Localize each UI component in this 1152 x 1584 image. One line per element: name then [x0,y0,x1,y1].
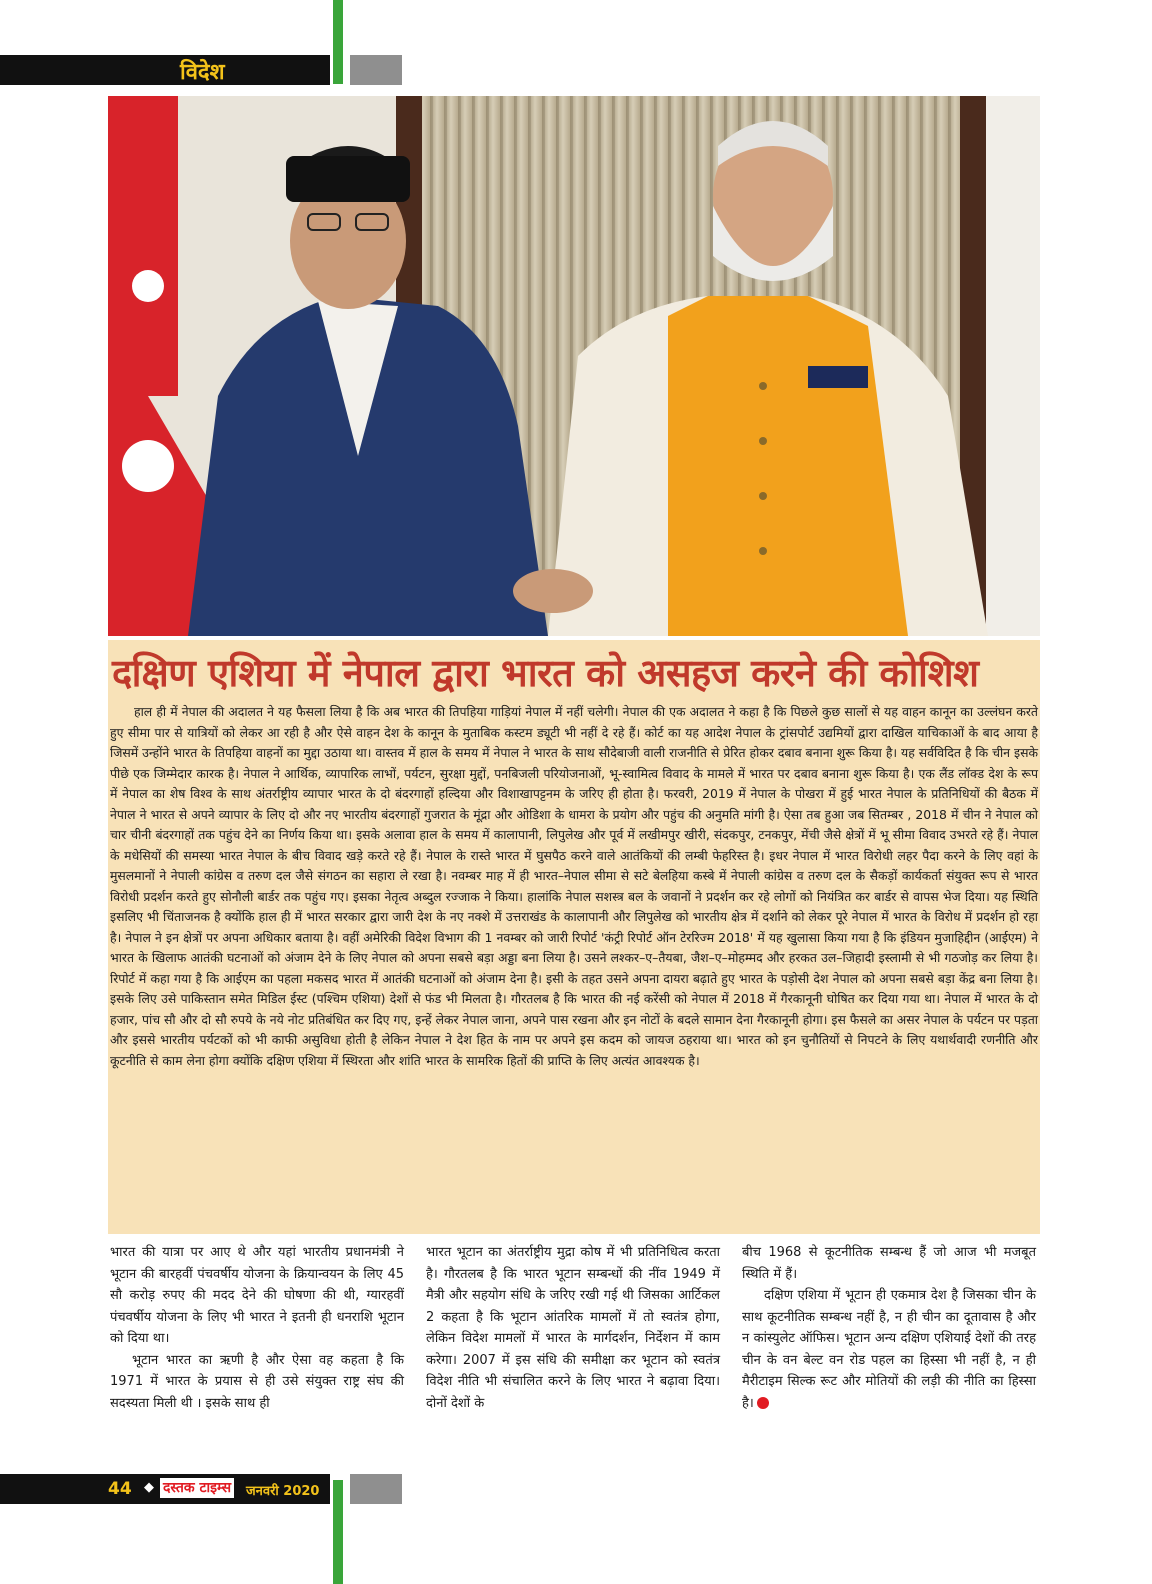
page-number: 44 [108,1479,132,1499]
footer-grey-block [350,1474,402,1504]
article-headline: दक्षिण एशिया में नेपाल द्वारा भारत को असहज करने की कोशिश [112,651,979,695]
header-grey-block [350,55,402,85]
article-lead-box [108,640,1040,1234]
bottom-green-rule [333,1480,343,1584]
article-body-columns [108,1242,1040,1460]
column-1 [110,1242,404,1414]
diamond-separator-icon: ◆ [144,1480,154,1495]
article-lead-text: हाल ही में नेपाल की अदालत ने यह फैसला लिया है कि अब भारत की तिपहिया गाड़ियां नेपाल में नहीं चलेगी। नेपाल की एक अदालत ने कहा है कि पिछले कुछ सालों से यह वाहन कानून का उल्लंघन करते हुए सीमा पार से यात्रियों को लेकर आ रही है और ऐसे वाहन देश के कानून के मुताबिक कस्टम ड्यूटी भी नहीं दे रहे हैं। कोर्ट का यह आदेश नेपाल के ट्रांसपोर्ट उद्यमियों द्वारा दाखिल याचिकाओं के बाद आया है जिसमें उन्होंने भारत के तिपहिया वाहनों का मुद्दा उठाया था। वास्तव में हाल के समय में नेपाल ने भारत के साथ सौदेबाजी वाली राजनीति से प्रेरित होकर दबाव बनाना शुरू किया है। यह सर्वविदित है कि चीन इसके पीछे एक जिम्मेदार कारक है। नेपाल ने आर्थिक, व्यापारिक लाभों, पर्यटन, सुरक्षा मुद्दों, पनबिजली परियोजनाओं, भू-स्वामित्व विवाद के मामले में भारत पर दबाव बनाना शुरू किया है। एक लैंड लॉक्ड देश के रूप में नेपाल का शेष विश्व के साथ अंतर्राष्ट्रीय व्यापार भारत के दो बंदरगाहों हल्दिया और विशाखापट्टनम के जरिए ही होता है। फरवरी, 2019 में नेपाल के पोखरा में हुई भारत नेपाल के प्रतिनिधियों की बैठक में नेपाल ने भारत से अपने व्यापार के लिए दो और नए भारतीय बंदरगाहों गुजरात के मूंद्रा और ओडिशा के धामरा के प्रयोग और पहुंच की अनुमति मांगी है। ऐसा तब हुआ जब सितम्बर , 2018 में चीन ने नेपाल को चार चीनी बंदरगाहों तक पहुंच देने का निर्णय किया था। इसके अलावा हाल के समय में कालापानी, लिपुलेख और पूर्व में लखीमपुर खीरी, संदकपुर, टनकपुर, मेंची जैसे क्षेत्रों में भू सीमा विवाद उभरते रहे हैं। नेपाल के मधेसियों की समस्या भारत नेपाल के बीच विवाद खड़े करते रहे हैं। नेपाल के रास्ते भारत में घुसपैठ करने वाले आतंकियों की लम्बी फेहरिस्त है। इधर नेपाल में भारत विरोधी लहर पैदा करने के लिए वहां के मुसलमानों ने नेपाली कांग्रेस व तरुण दल जैसे संगठन का सहारा ले रखा है। नवम्बर माह में ही भारत–नेपाल सीमा से सटे बेलहिया कस्बे में नेपाली कांग्रेस व तरुण दल के सैकड़ों कार्यकर्ता संयुक्त रूप से भारत विरोधी प्रदर्शन करते हुए सोनौली बार्डर तक पहुंच गए। इसका नेतृत्व अब्दुल रज्जाक ने किया। हालांकि नेपाल सशस्त्र बल के जवानों ने प्रदर्शन कर रहे लोगों को नियंत्रित कर बार्डर से वापस भेज दिया। यह स्थिति इसलिए भी चिंताजनक है क्योंकि हाल ही में भारत सरकार द्वारा जारी देश के नए नक्शे में उत्तराखंड के कालापानी और लिपुलेख को भारतीय क्षेत्र में दर्शाने को लेकर पूरे नेपाल में भारत के विरोध में प्रदर्शन हो रहा है। नेपाल ने इन क्षेत्रों पर अपना अधिकार बताया है। वहीं अमेरिकी विदेश विभाग की 1 नवम्बर को जारी रिपोर्ट 'कंट्री रिपोर्ट ऑन टेररिज्म 2018' में यह खुलासा किया गया है कि इंडियन मुजाहिद्दीन (आईएम) ने भारत के खिलाफ आतंकी घटनाओं को अंजाम देने के लिए नेपाल को अपना सबसे बड़ा अड्डा बना लिया है। उसने लश्कर–ए–तैयबा, जैश–ए–मोहम्मद और हरकत उल–जिहादी इस्लामी से भी गठजोड़ कर लिया है। रिपोर्ट में कहा गया है कि आईएम का पहला मकसद भारत में आतंकी घटनाओं को अंजाम देना है। इसी के तहत उसने अपना दायरा बढ़ाते हुए भारत के पड़ोसी देश नेपाल को अपना सबसे बड़ा केंद्र बना लिया है। इसके लिए उसे पाकिस्तान समेत मिडिल ईस्ट (पश्चिम एशिया) देशों से फंड भी मिलता है। गौरतलब है कि भारत की नई करेंसी को नेपाल में 2018 में गैरकानूनी घोषित कर दिया गया था। नेपाल में भारत के दो हजार, पांच सौ और दो सौ रुपये के नये नोट प्रतिबंधित कर दिए गए, इन्हें लेकर नेपाल जाना, अपने पास रखना और इन नोटों के बदले सामान देना गैरकानूनी होगा। इस फैसले का असर नेपाल के पर्यटन पर पड़ता और इससे भारतीय पर्यटकों को भी काफी असुविधा होती है लेकिन नेपाल ने देश हित के नाम पर अपने इस कदम को जायज ठहराया था। भारत को इन चुनौतियों से निपटने के लिए यथार्थवादी रणनीति और कूटनीति से काम लेना होगा क्योंकि दक्षिण एशिया में स्थिरता और शांति भारत के सामरिक हितों की प्राप्ति के लिए अत्यंत आवश्यक है। [110,704,1038,1068]
issue-date: जनवरी 2020 [246,1484,320,1499]
column-1-paragraph-1: भारत की यात्रा पर आए थे और यहां भारतीय प्रधानमंत्री ने भूटान की बारहवीं पंचवर्षीय योजना के क्रियान्वयन के लिए 45 सौ करोड़ रुपए की मदद देने की घोषणा की थी, ग्यारहवीं पंचवर्षीय योजना के लिए भी भारत ने इतनी ही धनराशि भूटान को दिया था। [110,1245,404,1346]
column-3-paragraph-2-text: दक्षिण एशिया में भूटान ही एकमात्र देश है जिसका चीन के साथ कूटनीतिक सम्बन्ध नहीं है, न ही चीन का दूतावास है और न कांस्युलेट ऑफिस। भूटान अन्य दक्षिण एशियाई देशों की तरह चीन के वन बेल्ट वन रोड पहल का हिस्सा भी नहीं है, न ही मैरीटाइम सिल्क रूट और मोतियों की लड़ी की नीति का हिस्सा है। [742,1288,1036,1411]
magazine-logo: दस्तक टाइम्स [160,1478,234,1498]
leaders-handshake-photo [108,96,1040,636]
column-3-paragraph-1: बीच 1968 से कूटनीतिक सम्बन्ध हैं जो आज भी मजबूत स्थिति में हैं। [742,1245,1036,1282]
handshake [513,569,593,613]
photo-illustration [108,96,1040,636]
top-green-rule [333,0,343,84]
column-3-paragraph-2 [742,1285,1036,1414]
end-mark-icon [757,1397,769,1409]
section-header-bar [0,55,330,85]
column-2 [426,1242,720,1414]
column-3 [742,1242,1036,1414]
column-1-paragraph-2: भूटान भारत का ऋणी है और ऐसा वह कहता है कि 1971 में भारत के प्रयास से ही उसे संयुक्त राष्ट्र संघ की सदस्यता मिली थी । इसके साथ ही [110,1352,404,1411]
section-label: विदेश [180,60,225,85]
column-2-paragraph-1: भारत भूटान का अंतर्राष्ट्रीय मुद्रा कोष में भी प्रतिनिधित्व करता है। गौरतलब है कि भारत भूटान सम्बन्धों की नींव 1949 में मैत्री और सहयोग संधि के जरिए रखी गई थी जिसका आर्टिकल 2 कहता है कि भूटान आंतरिक मामलों में तो स्वतंत्र होगा, लेकिन विदेश मामलों में भारत के मार्गदर्शन, निर्देशन में काम करेगा। 2007 में इस संधि की समीक्षा कर भूटान को स्वतंत्र विदेश नीति भी संचालित करने के लिए भारत ने बढ़ावा दिया। दोनों देशों के [426,1245,720,1411]
